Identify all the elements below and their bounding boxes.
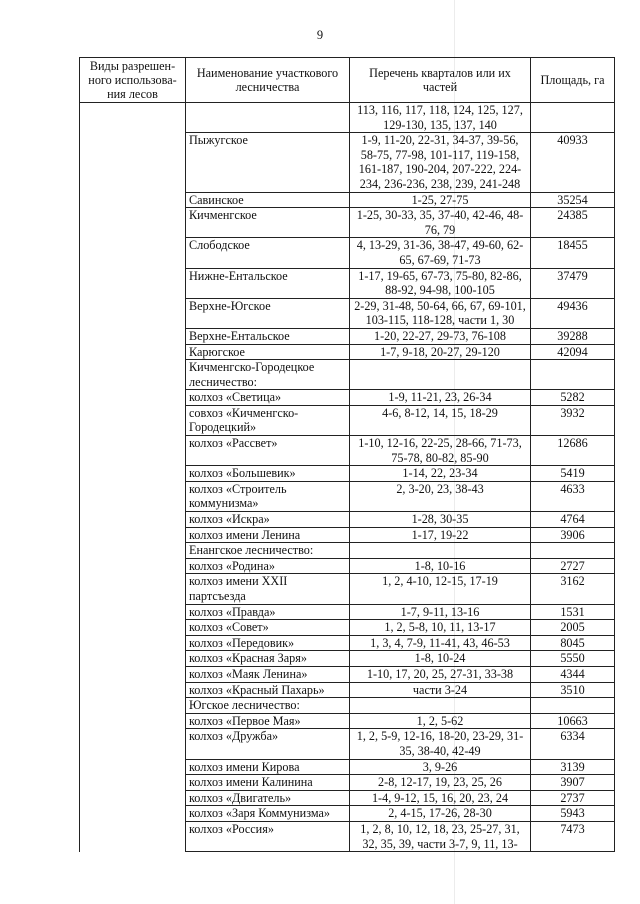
quarters-cell: 2, 4-15, 17-26, 28-30 [350, 806, 531, 822]
area-cell: 4764 [531, 512, 615, 528]
area-cell: 4344 [531, 666, 615, 682]
quarters-cell: 1-9, 11-20, 22-31, 34-37, 39-56, 58-75, 77-98, 101-117, 119-158, 161-187, 190-204, 207-222, 224-234, 236-236, 238, 239, 241-248 [350, 133, 531, 192]
forestry-name-cell: колхоз «Маяк Ленина» [186, 666, 350, 682]
forestry-name-cell: Нижне-Ентальское [186, 268, 350, 298]
forestry-name-cell: совхоз «Кичменгско-Городецкий» [186, 405, 350, 435]
forestry-name-cell: колхоз «Родина» [186, 558, 350, 574]
quarters-cell: 1-10, 17, 20, 25, 27-31, 33-38 [350, 666, 531, 682]
area-cell: 5550 [531, 651, 615, 667]
forestry-name-cell: Савинское [186, 192, 350, 208]
area-cell: 3162 [531, 574, 615, 604]
area-cell: 3906 [531, 527, 615, 543]
quarters-cell: 1-4, 9-12, 15, 16, 20, 23, 24 [350, 790, 531, 806]
forestry-name-cell: Верхне-Ентальское [186, 328, 350, 344]
quarters-cell: 1, 2, 5-62 [350, 713, 531, 729]
forestry-name-cell: колхоз «Искра» [186, 512, 350, 528]
forestry-name-cell: колхоз «Строитель коммунизма» [186, 481, 350, 511]
area-cell: 49436 [531, 298, 615, 328]
quarters-cell: 1-17, 19-22 [350, 527, 531, 543]
area-cell: 39288 [531, 328, 615, 344]
area-cell: 42094 [531, 344, 615, 360]
area-cell: 4633 [531, 481, 615, 511]
quarters-cell: 1-9, 11-21, 23, 26-34 [350, 390, 531, 406]
area-cell: 10663 [531, 713, 615, 729]
header-area: Площадь, га [531, 58, 615, 103]
forestry-name-cell: колхоз «Красный Пахарь» [186, 682, 350, 698]
forestry-name-cell: колхоз имени Кирова [186, 759, 350, 775]
forestry-name-cell: колхоз «Большевик» [186, 466, 350, 482]
area-cell: 5419 [531, 466, 615, 482]
area-cell: 5282 [531, 390, 615, 406]
area-cell: 40933 [531, 133, 615, 192]
forestry-name-cell: колхоз «Правда» [186, 604, 350, 620]
area-cell: 2005 [531, 620, 615, 636]
area-cell: 3139 [531, 759, 615, 775]
area-cell: 2737 [531, 790, 615, 806]
quarters-cell: 3, 9-26 [350, 759, 531, 775]
area-cell [531, 698, 615, 714]
quarters-cell: 1-7, 9-11, 13-16 [350, 604, 531, 620]
header-quarters: Перечень кварталов или их частей [350, 58, 531, 103]
forestry-name-cell: Енангское лесничество: [186, 543, 350, 559]
forestry-name-cell: Карюгское [186, 344, 350, 360]
quarters-cell: 1, 2, 5-8, 10, 11, 13-17 [350, 620, 531, 636]
forestry-name-cell: Югское лесничество: [186, 698, 350, 714]
quarters-cell: 1-7, 9-18, 20-27, 29-120 [350, 344, 531, 360]
forestry-name-cell: колхоз «Передовик» [186, 635, 350, 651]
table-body [80, 103, 615, 852]
quarters-cell [350, 698, 531, 714]
area-cell: 24385 [531, 208, 615, 238]
forestry-name-cell: колхоз «Светица» [186, 390, 350, 406]
forestry-name-cell: колхоз «Дружба» [186, 729, 350, 759]
header-forestry-name: Наименование участкового лесничества [186, 58, 350, 103]
quarters-cell: части 3-24 [350, 682, 531, 698]
forestry-name-cell: колхоз «Россия» [186, 821, 350, 851]
quarters-cell: 2-8, 12-17, 19, 23, 25, 26 [350, 775, 531, 791]
area-cell [531, 103, 615, 133]
quarters-cell: 113, 116, 117, 118, 124, 125, 127, 129-130, 135, 137, 140 [350, 103, 531, 133]
forestry-name-cell: Верхне-Югское [186, 298, 350, 328]
quarters-cell: 1-8, 10-24 [350, 651, 531, 667]
quarters-cell: 1-8, 10-16 [350, 558, 531, 574]
forest-use-table [79, 57, 615, 852]
quarters-cell: 1, 3, 4, 7-9, 11-41, 43, 46-53 [350, 635, 531, 651]
area-cell: 12686 [531, 436, 615, 466]
forestry-name-cell: колхоз «Красная Заря» [186, 651, 350, 667]
header-use-type: Виды разрешен-ного использова-ния лесов [80, 58, 186, 103]
quarters-cell: 2, 3-20, 23, 38-43 [350, 481, 531, 511]
area-cell: 3510 [531, 682, 615, 698]
area-cell: 8045 [531, 635, 615, 651]
quarters-cell: 1-17, 19-65, 67-73, 75-80, 82-86, 88-92, 94-98, 100-105 [350, 268, 531, 298]
area-cell [531, 360, 615, 390]
area-cell: 2727 [531, 558, 615, 574]
quarters-cell: 1-14, 22, 23-34 [350, 466, 531, 482]
table-row [80, 103, 615, 133]
quarters-cell: 4-6, 8-12, 14, 15, 18-29 [350, 405, 531, 435]
quarters-cell [350, 360, 531, 390]
quarters-cell: 1-20, 22-27, 29-73, 76-108 [350, 328, 531, 344]
quarters-cell: 1-10, 12-16, 22-25, 28-66, 71-73, 75-78, 80-82, 85-90 [350, 436, 531, 466]
forestry-name-cell: колхоз имени XXII партсъезда [186, 574, 350, 604]
forestry-name-cell [186, 103, 350, 133]
forestry-name-cell: Пыжугское [186, 133, 350, 192]
forestry-name-cell: колхоз «Совет» [186, 620, 350, 636]
table-header-row [80, 58, 615, 103]
forestry-name-cell: Слободское [186, 238, 350, 268]
forestry-name-cell: Кичменгское [186, 208, 350, 238]
quarters-cell: 1, 2, 5-9, 12-16, 18-20, 23-29, 31-35, 38-40, 42-49 [350, 729, 531, 759]
forestry-name-cell: колхоз «Заря Коммунизма» [186, 806, 350, 822]
quarters-cell: 1-28, 30-35 [350, 512, 531, 528]
area-cell: 3907 [531, 775, 615, 791]
page-number: 9 [316, 28, 324, 42]
forestry-name-cell: колхоз имени Калинина [186, 775, 350, 791]
area-cell: 6334 [531, 729, 615, 759]
forestry-name-cell: колхоз «Первое Мая» [186, 713, 350, 729]
quarters-cell: 1, 2, 8, 10, 12, 18, 23, 25-27, 31, 32, 35, 39, части 3-7, 9, 11, 13- [350, 821, 531, 851]
quarters-cell: 1-25, 30-33, 35, 37-40, 42-46, 48-76, 79 [350, 208, 531, 238]
area-cell: 35254 [531, 192, 615, 208]
use-type-cell [80, 103, 186, 852]
area-cell: 37479 [531, 268, 615, 298]
quarters-cell [350, 543, 531, 559]
forestry-name-cell: колхоз «Рассвет» [186, 436, 350, 466]
quarters-cell: 1, 2, 4-10, 12-15, 17-19 [350, 574, 531, 604]
forestry-name-cell: колхоз имени Ленина [186, 527, 350, 543]
area-cell [531, 543, 615, 559]
quarters-cell: 4, 13-29, 31-36, 38-47, 49-60, 62-65, 67-69, 71-73 [350, 238, 531, 268]
quarters-cell: 2-29, 31-48, 50-64, 66, 67, 69-101, 103-115, 118-128, части 1, 30 [350, 298, 531, 328]
area-cell: 3932 [531, 405, 615, 435]
area-cell: 5943 [531, 806, 615, 822]
quarters-cell: 1-25, 27-75 [350, 192, 531, 208]
area-cell: 1531 [531, 604, 615, 620]
area-cell: 7473 [531, 821, 615, 851]
forestry-name-cell: колхоз «Двигатель» [186, 790, 350, 806]
area-cell: 18455 [531, 238, 615, 268]
forestry-name-cell: Кичменгско-Городецкое лесничество: [186, 360, 350, 390]
